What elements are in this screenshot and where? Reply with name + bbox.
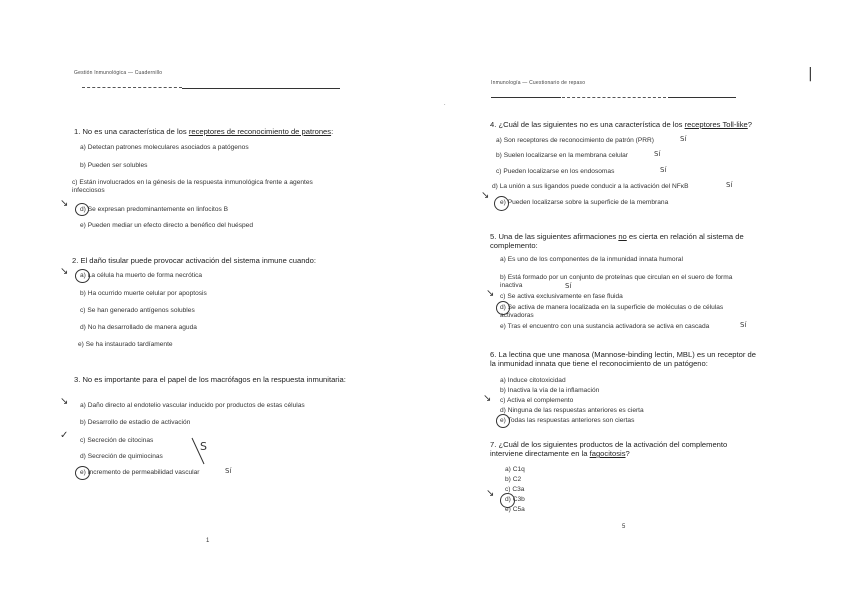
stray-speck: ·: [444, 102, 446, 108]
q6-option-a: a) Induce citotoxicidad: [500, 377, 566, 384]
right-header: Inmunología — Cuestionario de repaso: [491, 80, 586, 86]
q4-mark-b: Sí: [654, 150, 661, 158]
q7-option-b: b) C2: [505, 476, 522, 483]
question-1-stem: 1. No es una característica de los receptores de reconocimiento de patrones:: [74, 127, 334, 136]
q5-arrow-icon: ↘: [486, 288, 495, 299]
q2-option-d: d) No ha desarrollado de manera aguda: [80, 324, 197, 331]
left-page-number: 1: [206, 538, 210, 544]
q4-option-c: c) Pueden localizarse en los endosomas: [496, 168, 615, 175]
q1-option-e: e) Pueden mediar un efecto directo a benéfico del huésped: [80, 222, 254, 229]
q1-option-c: c) Están involucrados en la génesis de la respuesta inmunológica frente a agentes infecciosos: [72, 179, 313, 194]
q4-option-b: b) Suelen localizarse en la membrana celular: [496, 152, 628, 159]
question-5-stem: 5. Una de las siguientes afirmaciones no es cierta en relación al sistema de complemento:: [490, 232, 744, 250]
right-header-dashed-line: [562, 97, 666, 98]
q5-mark-b: Sí: [565, 282, 572, 290]
q5-mark-e: Sí: [740, 321, 747, 329]
q7-option-d: d) C3b: [505, 496, 525, 503]
q3-answer-circle: [75, 466, 90, 480]
q2-option-a: a) La célula ha muerto de forma necrótica: [80, 272, 203, 279]
q1-option-a: a) Detectan patrones moleculares asociados a patógenos: [80, 144, 249, 151]
right-header-rule-1: [491, 97, 561, 98]
q7-option-c: c) C3a: [505, 486, 525, 493]
question-7-stem: 7. ¿Cuál de los siguientes productos de la activación del complemento interviene directamente en la fagocitosis?: [490, 440, 728, 458]
q1-answer-circle: [75, 203, 89, 216]
q3-handwritten-mark: S: [200, 440, 207, 453]
q6-arrow-icon: ↘: [483, 393, 492, 404]
q6-option-c: c) Activa el complemento: [500, 397, 574, 404]
q4-arrow-icon: ↘: [481, 190, 490, 201]
q3-option-a: a) Daño directo al endotelio vascular inducido por productos de estas células: [80, 402, 305, 409]
q4-option-e: e) Pueden localizarse sobre la superficie de la membrana: [500, 199, 669, 206]
q4-mark-c: Sí: [660, 166, 667, 174]
q3-option-d: d) Secreción de quimiocinas: [80, 453, 163, 460]
question-4-stem: 4. ¿Cuál de las siguientes no es una característica de los receptores Toll-like?: [490, 120, 752, 129]
q6-answer-circle: [496, 414, 510, 428]
q7-arrow-icon: ↘: [486, 488, 495, 499]
q6-option-b: b) Inactiva la vía de la inflamación: [500, 387, 600, 394]
question-3-stem: 3. No es importante para el papel de los macrófagos en la respuesta inmunitaria:: [74, 375, 346, 384]
header-rule: [182, 88, 340, 89]
q4-mark-a: Sí: [680, 135, 687, 143]
right-header-rule-2: [668, 97, 736, 98]
header-dashed-line: [82, 87, 182, 88]
q4-answer-circle: [494, 196, 509, 211]
q1-option-b: b) Pueden ser solubles: [80, 162, 148, 169]
q4-option-a: a) Son receptores de reconocimiento de patrón (PRR): [496, 137, 654, 144]
q2-option-e: e) Se ha instaurado tardíamente: [78, 341, 173, 348]
q2-answer-circle: [75, 269, 90, 283]
q4-option-d: d) La unión a sus ligandos puede conducir a la activación del NFκB: [492, 183, 689, 190]
right-page-number: 5: [622, 524, 626, 530]
q7-option-a: a) C1q: [505, 466, 525, 473]
q5-option-c: c) Se activa exclusivamente en fase fluida: [500, 293, 623, 300]
question-6-stem: 6. La lectina que une manosa (Mannose-binding lectin, MBL) es un receptor de la inmunidad innata que tiene el reconocimiento de un patógeno:: [490, 350, 756, 368]
q5-option-d: d) Se activa de manera localizada en la superficie de moléculas o de células activadoras: [500, 304, 724, 319]
q1-option-d: d) Se expresan predominantemente en linfocitos B: [80, 206, 229, 213]
q3-si-mark: Sí: [225, 467, 232, 475]
q3-arrow-icon: ↘: [60, 396, 69, 407]
question-2-stem: 2. El daño tisular puede provocar activación del sistema inmune cuando:: [72, 256, 316, 265]
q1-arrow-icon: ↘: [60, 198, 69, 209]
q3-option-c: c) Secreción de citocinas: [80, 437, 154, 444]
q6-option-e: e) Todas las respuestas anteriores son ciertas: [500, 417, 635, 424]
q6-option-d: d) Ninguna de las respuestas anteriores es cierta: [500, 407, 644, 414]
q5-option-a: a) Es uno de los componentes de la inmunidad innata humoral: [500, 256, 683, 263]
q5-answer-circle: [496, 301, 510, 315]
q2-arrow-icon: ↘: [60, 266, 69, 277]
q2-option-c: c) Se han generado antígenos solubles: [80, 307, 195, 314]
left-header: Gestión Inmunológica — Cuadernillo: [74, 70, 163, 76]
q3-option-b: b) Desarrollo de estadio de activación: [80, 419, 191, 426]
q7-option-e: e) C5a: [505, 506, 525, 513]
margin-line-mark: |: [808, 66, 813, 82]
q5-option-e: e) Tras el encuentro con una sustancia activadora se activa en cascada: [500, 323, 710, 330]
q3-tick-icon: ✓: [60, 430, 69, 441]
q2-option-b: b) Ha ocurrido muerte celular por apoptosis: [80, 290, 207, 297]
q5-option-b: b) Está formado por un conjunto de proteínas que circulan en el suero de forma inactiva: [500, 274, 733, 289]
q4-mark-d: Sí: [726, 181, 733, 189]
q3-option-e: e) Incremento de permeabilidad vascular: [80, 469, 200, 476]
